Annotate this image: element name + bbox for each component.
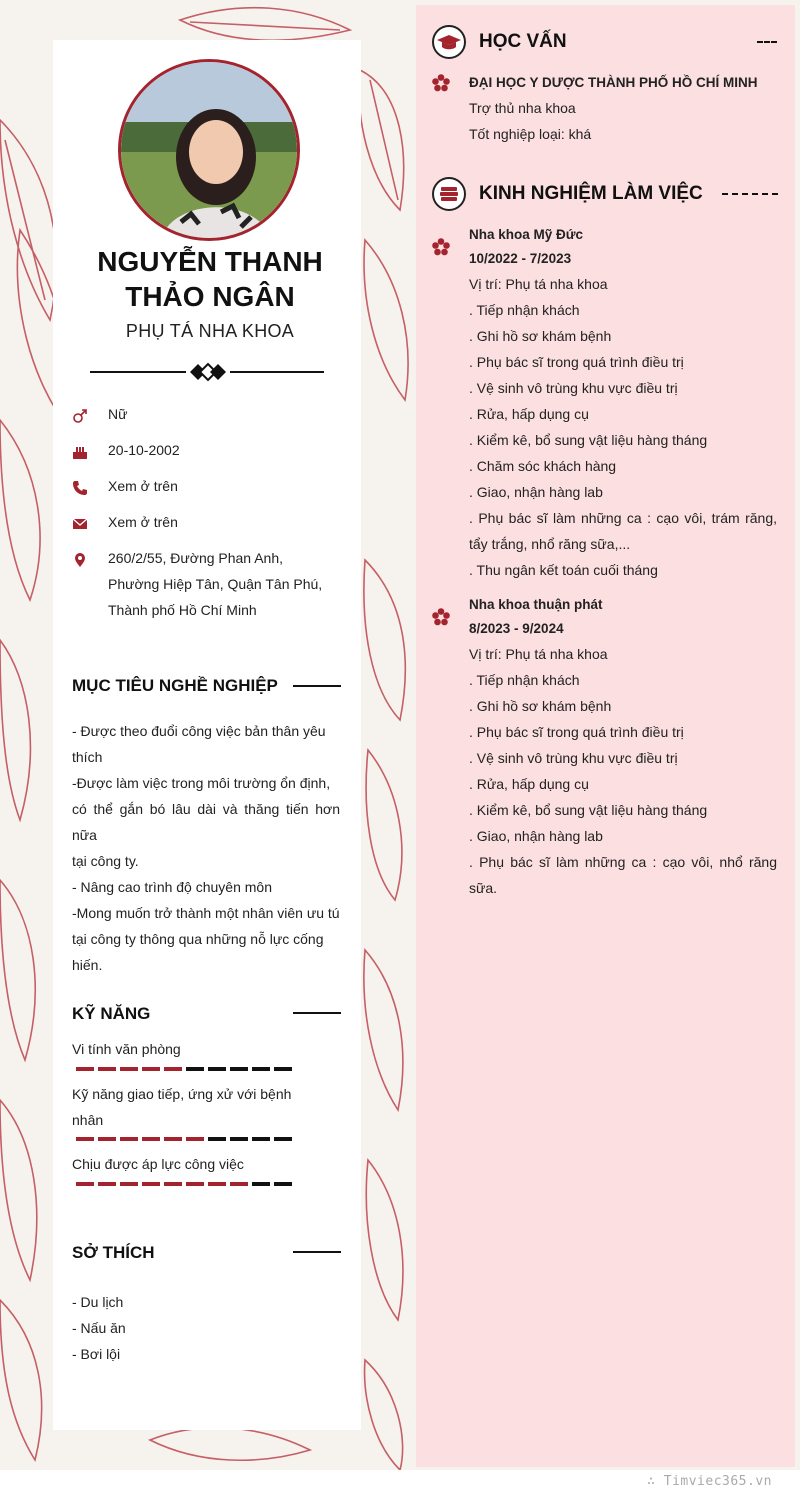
skill-bar-segment-filled	[186, 1182, 204, 1186]
objective-line: tại công ty.	[72, 853, 139, 869]
skill-bar-segment-empty	[208, 1137, 226, 1141]
skill-bar-segment-empty	[208, 1067, 226, 1071]
objective-line: - Được theo đuổi công việc bản thân yêu	[72, 723, 326, 739]
job-task: . Phụ bác sĩ làm những ca : cạo vôi, trám răng,	[469, 510, 777, 526]
skill-bar-segment-filled	[98, 1182, 116, 1186]
skill-bar-segment-filled	[142, 1067, 160, 1071]
ornament-divider	[90, 362, 324, 382]
objective-line: -Mong muốn trở thành một nhân viên ưu tú	[72, 905, 340, 921]
job-task: . Tiếp nhận khách	[469, 672, 580, 688]
map-pin-icon	[72, 550, 88, 566]
skill-bar-segment-filled	[120, 1067, 138, 1071]
gender-icon	[72, 406, 88, 422]
skill-bar-segment-empty	[252, 1137, 270, 1141]
skill-bar-segment-filled	[186, 1137, 204, 1141]
candidate-name	[60, 244, 360, 314]
job-task: . Ghi hồ sơ khám bệnh	[469, 698, 612, 714]
skill-bar-segment-filled	[230, 1182, 248, 1186]
skills-heading: KỸ NĂNG	[72, 1004, 151, 1023]
birthday-cake-icon	[72, 442, 88, 458]
objective-line: tại công ty thông qua những nỗ lực cống	[72, 931, 324, 947]
skill-name-line2: nhân	[72, 1112, 104, 1128]
experience-heading-dash	[722, 193, 778, 197]
objective-line: thích	[72, 749, 103, 765]
hobby-item: - Nấu ăn	[72, 1320, 126, 1336]
job-task: . Phụ bác sĩ trong quá trình điều trị	[469, 724, 684, 740]
job-task: . Kiểm kê, bổ sung vật liệu hàng tháng	[469, 432, 708, 448]
skill-bar-segment-filled	[208, 1182, 226, 1186]
job-task: . Rửa, hấp dụng cụ	[469, 776, 589, 792]
skill-bar-segment-filled	[120, 1137, 138, 1141]
skill-bar-segment-filled	[142, 1182, 160, 1186]
education-heading-dash	[757, 41, 777, 45]
objective-line: -Được làm việc trong môi trường ổn định,	[72, 775, 331, 791]
skill-bar-segment-empty	[274, 1067, 292, 1071]
job-position: Vị trí: Phụ tá nha khoa	[469, 646, 608, 662]
skill-bar-segment-filled	[76, 1182, 94, 1186]
flower-bullet-icon	[432, 74, 450, 92]
hobbies-heading-line	[293, 1251, 341, 1253]
job-task-list	[469, 667, 777, 901]
candidate-name-line1: NGUYỄN THANH	[97, 246, 323, 277]
job-task: . Giao, nhận hàng lab	[469, 828, 603, 844]
job-company: Nha khoa Mỹ Đức	[469, 227, 584, 242]
objective-line: có thể gắn bó lâu dài và thăng tiến hơn nữa	[72, 801, 340, 843]
footer-brand: ∴ Timviec365.vn	[647, 1474, 772, 1489]
objective-text	[72, 718, 340, 978]
skill-bar-segment-empty	[274, 1182, 292, 1186]
job-task: . Vệ sinh vô trùng khu vực điều trị	[469, 380, 678, 396]
phone-icon	[72, 478, 88, 494]
skill-level-bar	[76, 1067, 292, 1071]
books-icon	[432, 177, 466, 211]
objective-heading: MỤC TIÊU NGHỀ NGHIỆP	[72, 676, 278, 695]
skill-bar-segment-empty	[252, 1182, 270, 1186]
education-grade: Tốt nghiệp loại: khá	[469, 126, 592, 142]
hobby-item: - Du lịch	[72, 1294, 124, 1310]
school-name: ĐẠI HỌC Y DƯỢC THÀNH PHỐ HỒ CHÍ MINH	[469, 75, 758, 90]
job-company: Nha khoa thuận phát	[469, 597, 603, 612]
skill-bar-segment-filled	[120, 1182, 138, 1186]
skill-name	[72, 1081, 312, 1133]
job-task: . Tiếp nhận khách	[469, 302, 580, 318]
job-task: . Vệ sinh vô trùng khu vực điều trị	[469, 750, 678, 766]
skill-bar-segment-filled	[98, 1067, 116, 1071]
job-task: . Kiểm kê, bổ sung vật liệu hàng tháng	[469, 802, 708, 818]
job-title: PHỤ TÁ NHA KHOA	[125, 321, 295, 341]
job-task: . Giao, nhận hàng lab	[469, 484, 603, 500]
job-task: . Ghi hồ sơ khám bệnh	[469, 328, 612, 344]
skill-bar-segment-filled	[98, 1137, 116, 1141]
job-task-list	[469, 297, 777, 583]
objective-heading-line	[293, 685, 341, 687]
skill-bar-segment-empty	[186, 1067, 204, 1071]
job-task: tẩy trắng, nhổ răng sữa,...	[469, 536, 631, 552]
skill-bar-segment-empty	[274, 1137, 292, 1141]
education-major: Trợ thủ nha khoa	[469, 100, 576, 116]
flower-bullet-icon	[432, 608, 450, 626]
job-position: Vị trí: Phụ tá nha khoa	[469, 276, 608, 292]
skill-bar-segment-filled	[142, 1137, 160, 1141]
job-period: 10/2022 - 7/2023	[469, 251, 572, 266]
job-task: . Phụ bác sĩ làm những ca : cạo vôi, nhổ răng	[469, 854, 777, 870]
skill-bar-segment-filled	[76, 1067, 94, 1071]
envelope-icon	[72, 514, 88, 530]
job-task: . Rửa, hấp dụng cụ	[469, 406, 589, 422]
hobby-item: - Bơi lội	[72, 1346, 121, 1362]
job-task: sữa.	[469, 880, 498, 896]
job-task: . Thu ngân kết toán cuối tháng	[469, 562, 658, 578]
skill-bar-segment-filled	[164, 1182, 182, 1186]
objective-line: hiến.	[72, 957, 103, 973]
skill-bar-segment-filled	[76, 1137, 94, 1141]
candidate-name-line2: THẢO NGÂN	[125, 281, 295, 312]
flower-bullet-icon	[432, 238, 450, 256]
job-task: . Chăm sóc khách hàng	[469, 458, 617, 474]
hobbies-heading: SỞ THÍCH	[72, 1243, 155, 1262]
graduation-cap-icon	[432, 25, 466, 59]
skill-name: Vi tính văn phòng	[72, 1041, 181, 1057]
skill-name-line1: Kỹ năng giao tiếp, ứng xử với bệnh	[72, 1086, 292, 1102]
skill-bar-segment-filled	[164, 1067, 182, 1071]
skill-bar-segment-filled	[164, 1137, 182, 1141]
skill-level-bar	[76, 1182, 292, 1186]
skill-bar-segment-empty	[252, 1067, 270, 1071]
skill-bar-segment-empty	[230, 1067, 248, 1071]
skill-level-bar	[76, 1137, 292, 1141]
objective-line: - Nâng cao trình độ chuyên môn	[72, 879, 273, 895]
skills-heading-line	[293, 1012, 341, 1014]
skill-name: Chịu được áp lực công việc	[72, 1156, 244, 1172]
profile-avatar	[118, 59, 300, 241]
experience-heading: KINH NGHIỆM LÀM VIỆC	[479, 183, 703, 204]
education-heading: HỌC VẤN	[479, 31, 567, 52]
job-period: 8/2023 - 9/2024	[469, 621, 564, 636]
job-task: . Phụ bác sĩ trong quá trình điều trị	[469, 354, 684, 370]
skill-bar-segment-empty	[230, 1137, 248, 1141]
